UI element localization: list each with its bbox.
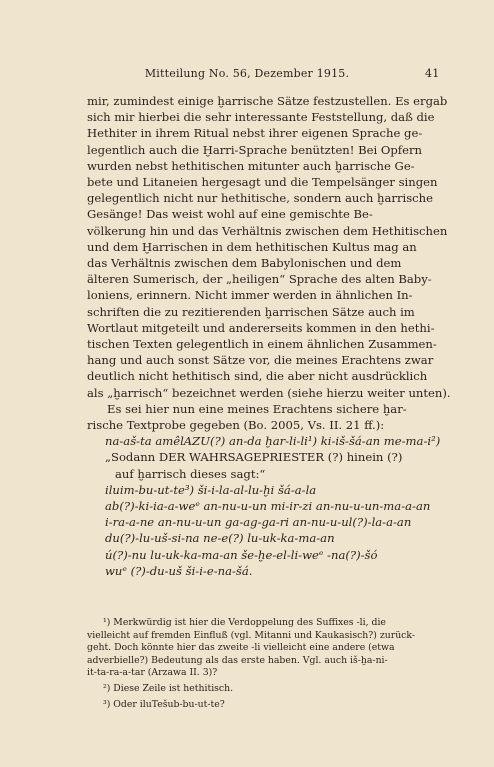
translation-line: „Sodann DER WAHRSAGEPRIESTER (?) hinein (?)	[105, 450, 403, 465]
translation-line: auf ḫarrisch dieses sagt:“	[115, 466, 266, 481]
text-line: Wortlaut mitgeteilt und andererseits kommen in den hethi-	[87, 320, 435, 335]
transliteration-block	[87, 433, 455, 579]
transliteration-line: du(?)-lu-uš-si-na ne-e(?) lu-uk-ka-ma-an	[105, 531, 335, 546]
footnote-3: ³) Oder iluTešub-bu-ut-te?	[103, 698, 225, 710]
transliteration-line: ab(?)-ki-ia-a-weᵉ an-nu-u-un mi-ir-zi an-nu-u-un-ma-a-an	[105, 499, 431, 514]
text-line: deutlich nicht hethitisch sind, die aber nicht ausdrücklich	[87, 369, 428, 384]
footnote-2: ²) Diese Zeile ist hethitisch.	[103, 682, 234, 694]
text-line: rische Textprobe gegeben (Bo. 2005, Vs. II. 21 ff.):	[87, 418, 385, 433]
footnote-1-cont: adverbielle?) Bedeutung als das erste haben. Vgl. auch iš-ḫa-ni-	[87, 654, 388, 666]
running-title: Mitteilung No. 56, Dezember 1915.	[144, 67, 350, 80]
paragraph-1	[87, 93, 455, 401]
text-line: gelegentlich nicht nur hethitische, sondern auch ḫarrische	[87, 191, 433, 206]
footnotes	[87, 617, 455, 711]
text-line: bete und Litaneien hergesagt und die Tempelsänger singen	[87, 175, 438, 190]
text-line: legentlich auch die Ḫarri-Sprache benützten! Bei Opfern	[87, 142, 422, 157]
page-number: 41	[425, 67, 440, 80]
text-line: sich mir hierbei die sehr interessante Feststellung, daß die	[87, 110, 435, 125]
text-line: tischen Texten gelegentlich in einem ähnlichen Zusammen-	[87, 337, 437, 352]
text-line: völkerung hin und das Verhältnis zwischen dem Hethitischen	[87, 223, 448, 238]
transliteration-line: wuᵉ (?)-du-uš ši-i-e-na-šá.	[105, 563, 253, 578]
paragraph-2	[87, 401, 455, 433]
transliteration-line: i-ra-a-ne an-nu-u-un ga-ag-ga-ri an-nu-u-ul(?)-la-a-an	[105, 515, 412, 530]
text-line: als „ḫarrisch“ bezeichnet werden (siehe hierzu weiter unten).	[87, 385, 451, 400]
text-line: mir, zumindest einige ḫarrische Sätze festzustellen. Es ergab	[87, 94, 448, 108]
footnote-1-cont: geht. Doch könnte hier das zweite -li vielleicht eine andere (etwa	[87, 642, 395, 654]
transliteration-line: ú(?)-nu lu-uk-ka-ma-an še-ḫe-el-li-weᵉ -na(?)-šó	[105, 547, 378, 562]
text-line: Es sei hier nun eine meines Erachtens sichere ḫar-	[107, 401, 407, 416]
footnote-1-cont: it-ta-ra-a-tar (Arzawa II. 3)?	[87, 667, 218, 679]
text-line: loniens, erinnern. Nicht immer werden in ähnlichen In-	[87, 288, 413, 303]
text-line: schriften die zu rezitierenden ḫarrischen Sätze auch im	[87, 304, 415, 319]
text-line: Gesänge! Das weist wohl auf eine gemischte Be-	[87, 207, 373, 222]
text-line: das Verhältnis zwischen dem Babylonischen und dem	[87, 256, 402, 271]
text-line: Hethiter in ihrem Ritual nebst ihrer eigenen Sprache ge-	[87, 126, 423, 141]
text-line: hang und auch sonst Sätze vor, die meines Erachtens zwar	[87, 353, 434, 368]
main-text	[87, 93, 455, 579]
text-line: älteren Sumerisch, der „heiligen“ Sprache des alten Baby-	[87, 272, 432, 287]
transliteration-line: na-aš-ta amêlAZU(?) an-da ḫar-li-li¹) ki-iš-šá-an me-ma-i²)	[105, 434, 441, 449]
footnote-1: ¹) Merkwürdig ist hier die Verdoppelung des Suffixes -li, die	[103, 617, 386, 628]
footnote-1-cont: vielleicht auf fremden Einfluß (vgl. Mitanni und Kaukasisch?) zurück-	[87, 629, 415, 641]
text-line: und dem Ḫarrischen in dem hethitischen Kultus mag an	[87, 239, 417, 254]
text-line: wurden nebst hethitischen mitunter auch ḫarrische Ge-	[87, 158, 415, 173]
transliteration-line: iluim-bu-ut-te³) ši-i-la-al-lu-ḫi šá-a-la	[105, 482, 317, 497]
